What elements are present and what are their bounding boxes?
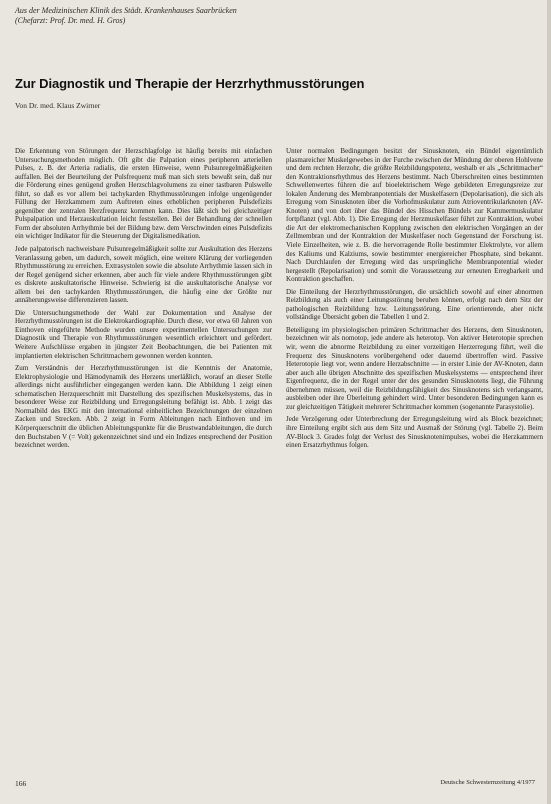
paragraph: Jede Verzögerung oder Unterbrechung der Erregungsleitung wird als Block bezeichnet; ihre Einteilung ergibt sich aus dem Sitz und Ausmaß der Störung (vgl. Tabelle 2). Beim AV-Block 3. Grades folgt der Verlust des Sinusknotenimpulses, wobei die Herzkammern einen Ersatzrhythmus folgen.	[286, 415, 543, 450]
article-author: Von Dr. med. Klaus Zwirner	[15, 101, 101, 110]
paragraph: Unter normalen Bedingungen besitzt der Sinusknoten, ein Bündel eigentümlich plasmareicher Muskelgewebes in der Furche zwischen der Mündung der oberen Hohlvene und dem rechten Herzohr, die größte Reizbildungspotenz, weshalb er als „Schrittmacher“ den Kontraktionsrhythmus des Herzens bestimmt. Nach Überschreiten eines bestimmten Schwellenwertes führen die auf bioelektrischem Wege gebildeten Erregungsreize zur lokalen Änderung des Membranpotentials der Muskelfasern (Depolarisation), die sich als Erregung vom Sinusknoten über die Vorhofmuskulatur zum Atrioventrikularknoten (AV-Knoten) und von dort über das Bündel des Hisschen Bündels zur Kammermuskulatur fortpflanzt (vgl. Abb. 1). Die Erregung der Herzmuskelfaser führt zur Kontraktion, wobei die Art der elektromechanischen Kopplung zwischen den elektrischen Vorgängen an der Zellmembran und der Kontraktion der Muskelfaser noch Gegenstand der Forschung ist. Viele Einzelheiten, wie z. B. die hervorragende Rolle bestimmter Elektrolyte, vor allem des Kaliums und Kalziums, sowie bestimmter energiereicher Phosphate, sind bekannt. Nach Durchlaufen der Erregung wird das ursprüngliche Membranpotential wieder hergestellt (Repolarisation) und somit die Voraussetzung zur erneuten Erregbarkeit und Kontraktion geschaffen.	[286, 147, 543, 284]
article-title: Zur Diagnostik und Therapie der Herzrhythmusstörungen	[15, 76, 365, 91]
journal-footer: Deutsche Schwesternzeitung 4/1977	[440, 779, 535, 786]
left-column	[15, 147, 272, 774]
paragraph: Zum Verständnis der Herzrhythmusstörungen ist die Kenntnis der Anatomie, Elektrophysiologie und Hämodynamik des Herzens unerläßlich, worauf an dieser Stelle allerdings nicht ausführlicher eingegangen werden kann. Die Abbildung 1 zeigt einen schematischen Herzquerschnitt mit Darstellung des spezifischen Muskelsystems, das in besonderer Weise zur Reizbildung und Erregungsleitung befähigt ist. Abb. 1 zeigt das Normalbild des EKG mit den international einheitlichen Bezeichnungen der einzelnen Zacken und Strecken. Abb. 2 zeigt in Form Ableitungen nach Einthoven und im Körperquerschnitt die üblichen Ableitungspunkte für die Brustwandableitungen, die durch den Buchstaben V (= Volt) gekennzeichnet sind und ein Indizes entsprechend der Position bezeichnet werden.	[15, 364, 272, 450]
paragraph: Die Erkennung von Störungen der Herzschlagfolge ist häufig bereits mit einfachen Untersuchungsmethoden möglich. Oft gibt die Palpation eines peripheren arteriellen Pulses, z. B. der Arteria radialis, die ersten Hinweise, wenn Pulsunregelmäßigkeiten auffallen. Bei der Beurteilung der Pulsfrequenz muß man sich stets bewußt sein, daß nur die Förderung eines genügend großen Herzschlagvolumens zu einer tastbaren Pulswelle führt, so daß es vor allem bei tachykarden Rhythmusstörungen infolge ungenügender Füllung der Herzkammern zum Auftreten eines erheblichen peripheren Pulsdefizits gegenüber der zentralen Herzfrequenz kommen kann. Dies läßt sich bei gleichzeitiger Pulspalpation und Herzauskultation leicht feststellen. Bei der Behandlung der schnellen Form der absoluten Arrhythmie bei der Bildung bzw. dem Verschwinden eines Pulsdefizits ein wichtiger Indikator für die Steuerung der Digitalismedikation.	[15, 147, 272, 241]
affiliation-line-2: (Chefarzt: Prof. Dr. med. H. Gros)	[15, 15, 126, 25]
paragraph: Die Einteilung der Herzrhythmusstörungen, die ursächlich sowohl auf einer abnormen Reizbildung als auch einer Leitungsstörung beruhen können, erfolgt nach dem Sitz der pathologischen Reizbildung bzw. Leitungsstörung. Eine orientierende, aber nicht vollständige Übersicht geben die Tabellen 1 und 2.	[286, 287, 543, 322]
paragraph: Beteiligung im physiologischen primären Schrittmacher des Herzens, dem Sinusknoten, bezeichnen wir als nomotop, jede andere als heterotop. Von aktiver Heterotopie sprechen wir, wenn die abnorme Reizbildung zu einer vorzeitigen Herzerregung führt, weil die Frequenz des Sinusknotens vorübergehend oder dauernd übertroffen wird. Passive Heterotopie liegt vor, wenn andere Herzabschnitte — in erster Linie der AV-Knoten, dann aber auch alle übrigen Abschnitte des spezifischen Muskelsystems — entsprechend ihrer Eigenfrequenz, die in der Regel unter der des gesunden Sinusknotens liegt, die Führung übernehmen müssen, weil die Reizbildungsfähigkeit des Sinusknotens sich verlangsamt, ausbleiben oder ihre Überleitung gehindert wird. Unter besonderen Bedingungen kann es zur gleichzeitigen Tätigkeit mehrerer Schrittmacher kommen (sogenannte Parasystolie).	[286, 325, 543, 411]
affiliation-line-1: Aus der Medizinischen Klinik des Städt. Krankenhauses Saarbrücken	[15, 6, 237, 15]
affiliation	[15, 6, 495, 25]
paragraph: Die Untersuchungsmethode der Wahl zur Dokumentation und Analyse der Herzrhythmusstörungen ist die Elektrokardiographie. Durch diese, vor etwa 60 Jahren von Einthoven eingeführte Methode wurden unsere experimentellen Untersuchungen zur Diagnostik und Therapie von Rhythmusstörungen wesentlich erleichtert und gefördert. Weitere Aufschlüsse ergaben in jüngster Zeit Beobachtungen, die bei Patienten mit implantierten elektrischen Schrittmachern gewonnen werden konnten.	[15, 308, 272, 360]
right-column	[286, 147, 543, 774]
page-edge	[547, 0, 551, 804]
paragraph: Jede palpatorisch nachweisbare Pulsunregelmäßigkeit sollte zur Auskultation des Herzens Veranlassung geben, um dadurch, soweit möglich, eine weitere Klärung der vorliegenden Rhythmusstörung zu erreichen. Extrasystolen sowie die absolute Arrhythmie lassen sich in der Regel genügend sicher erkennen, aber auch für viele andere Rhythmusstörungen gibt es diskrete auskultatorische Hinweise. Schwierig ist die auskultatorische Analyse vor allem bei den tachykarden Rhythmusstörungen, die häufig eine der Größte nur annäherungsweise differenzieren lassen.	[15, 245, 272, 305]
page-number: 166	[15, 779, 27, 788]
